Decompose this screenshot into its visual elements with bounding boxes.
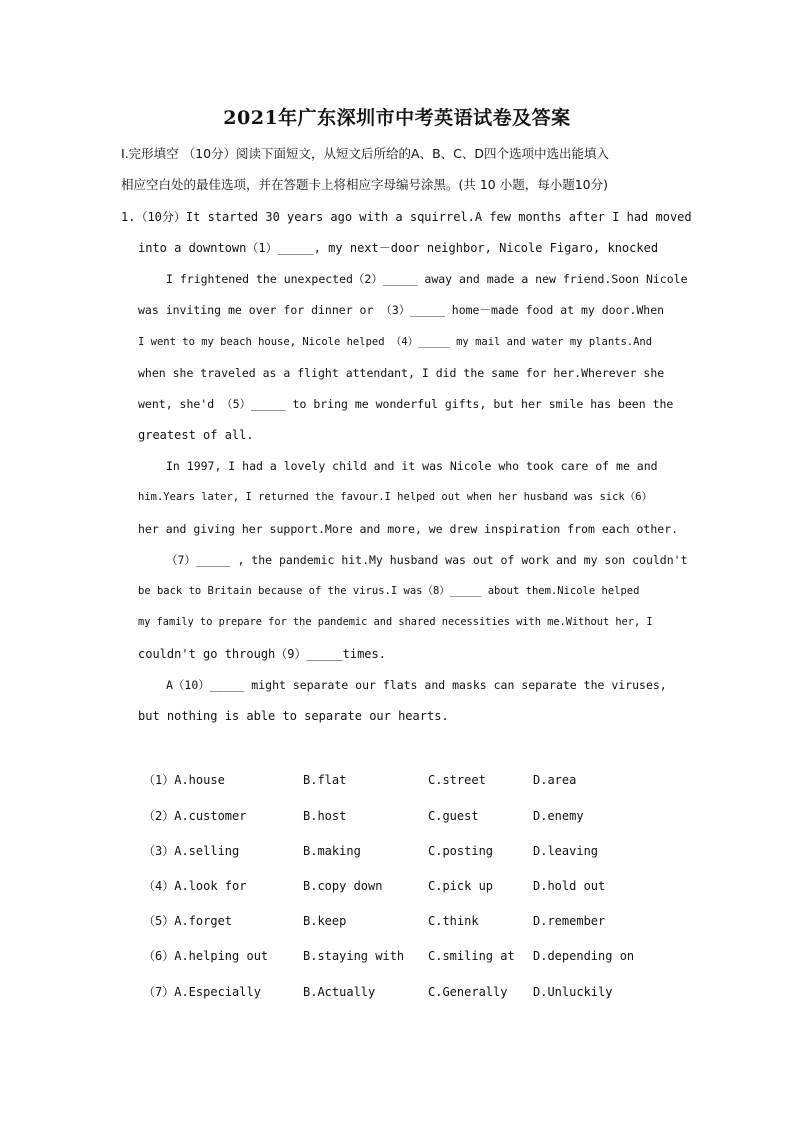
passage-line: went, she'd （5）_____ to bring me wonderful gifts, but her smile has been the [138, 397, 674, 411]
passage-line: him.Years later, I returned the favour.I helped out when her husband was sick（6） [138, 491, 653, 503]
option-d: D.leaving [533, 844, 599, 858]
page-title: 2021年广东深圳市中考英语试卷及答案 [223, 107, 571, 129]
option-row-1 [143, 770, 703, 790]
option-b: B.host [303, 809, 347, 823]
option-a: （7）A.Especially [143, 985, 261, 999]
option-d: D.Unluckily [533, 985, 613, 999]
passage-line: be back to Britain because of the virus.I was（8）_____ about them.Nicole helped [138, 585, 640, 597]
option-a: （1）A.house [143, 773, 225, 787]
option-row-5 [143, 911, 703, 931]
option-row-4 [143, 876, 703, 896]
section-instruction-line-1: Ⅰ.完形填空 （10分）阅读下面短文，从短文后所给的A、B、C、D四个选项中选出能填入 [121, 146, 610, 161]
option-c: C.street [428, 773, 486, 787]
passage-line: her and giving her support.More and more, we drew inspiration from each other. [138, 522, 679, 536]
option-b: B.making [303, 844, 361, 858]
passage-line: when she traveled as a flight attendant, I did the same for her.Wherever she [138, 366, 665, 380]
option-row-3 [143, 841, 703, 861]
option-d: D.hold out [533, 879, 606, 893]
option-b: B.keep [303, 914, 347, 928]
option-c: C.posting [428, 844, 494, 858]
passage-line: couldn't go through（9）_____times. [138, 647, 386, 661]
option-a: （5）A.forget [143, 914, 233, 928]
option-d: D.remember [533, 914, 606, 928]
option-c: C.smiling at [428, 949, 515, 963]
option-d: D.depending on [533, 949, 635, 963]
option-b: B.flat [303, 773, 347, 787]
passage-line: I frightened the unexpected（2）_____ away and made a new friend.Soon Nicole [166, 272, 688, 286]
passage-line: my family to prepare for the pandemic and shared necessities with me.Without her, I [138, 616, 653, 628]
option-c: C.think [428, 914, 479, 928]
passage-line: into a downtown（1）_____, my next－door neighbor, Nicole Figaro, knocked [138, 241, 659, 255]
passage-line: but nothing is able to separate our hearts. [138, 709, 449, 723]
option-a: （2）A.customer [143, 809, 247, 823]
option-d: D.area [533, 773, 577, 787]
option-b: B.copy down [303, 879, 383, 893]
option-a: （6）A.helping out [143, 949, 269, 963]
option-a: （4）A.look for [143, 879, 247, 893]
option-row-2 [143, 806, 703, 826]
passage-line: greatest of all. [138, 428, 254, 442]
option-c: C.pick up [428, 879, 494, 893]
passage-line: In 1997, I had a lovely child and it was Nicole who took care of me and [166, 459, 658, 473]
option-d: D.enemy [533, 809, 584, 823]
section-instruction-line-2: 相应空白处的最佳选项，并在答题卡上将相应字母编号涂黑。(共 10 小题，每小题10分) [121, 177, 609, 192]
passage-line: was inviting me over for dinner or （3）_____ home－made food at my door.When [138, 303, 665, 317]
option-b: B.staying with [303, 949, 405, 963]
option-row-7 [143, 982, 703, 1002]
option-c: C.guest [428, 809, 479, 823]
passage-line: A（10）_____ might separate our flats and masks can separate the viruses, [166, 678, 667, 692]
passage-line: （7）_____ , the pandemic hit.My husband was out of work and my son couldn't [166, 553, 688, 567]
option-a: （3）A.selling [143, 844, 240, 858]
option-b: B.Actually [303, 985, 376, 999]
option-row-6 [143, 946, 703, 966]
passage-line: I went to my beach house, Nicole helped （4）_____ my mail and water my plants.And [138, 336, 653, 348]
option-c: C.Generally [428, 985, 508, 999]
passage-line: 1.（10分）It started 30 years ago with a squirrel.A few months after I had moved [121, 210, 692, 224]
